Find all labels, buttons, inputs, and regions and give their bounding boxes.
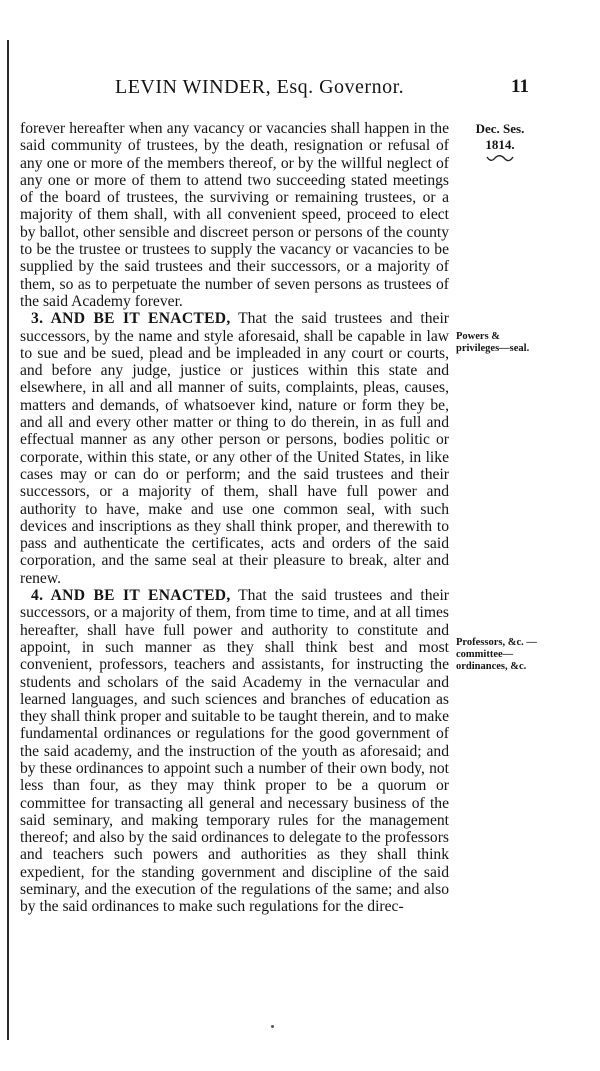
running-head: LEVIN WINDER, Esq. Governor. bbox=[115, 76, 405, 98]
binding-edge-line bbox=[7, 40, 9, 1040]
flourish-ornament-icon bbox=[485, 154, 515, 164]
margin-note-date bbox=[460, 121, 540, 164]
session-label: Dec. Ses. bbox=[475, 121, 525, 136]
section-4 bbox=[20, 587, 449, 916]
paragraph-trustees-vacancies: forever hereafter when any vacancy or vacancies shall happen in the said community of trustees, by the death, resignation or refusal of any one or more of the members thereof, or by the willful neglect of any one or more of them to attend two succeeding stated meetings of the board of trustees, the surviving or remaining trustees, or a majority of them shall, with all convenient speed, proceed to elect by ballot, other sensible and discreet person or persons of the county to be the trustee or trustees to supply the vacancy or vacancies to be supplied by the said trustees and their successors, or a majority of them, so as to perpetuate the number of seven persons as trustees of the said Academy forever. bbox=[20, 120, 449, 310]
section-3 bbox=[20, 310, 449, 587]
section-4-heading: 4. AND BE IT ENACTED, bbox=[31, 587, 231, 605]
section-4-text: That the said trustees and their successors, or a majority of them, from time to time, and at all times hereafter, shall have full power and authority to constitute and appoint, in such manner as they shall think best and most convenient, professors, teachers and assistants, for instructing the students and scholars of the said Academy in the vernacular and learned languages, and such sciences and branches of education as they shall think proper and suitable to be taught therein, and to make fundamental ordinances or regulations for the good government of the said academy, and the instruction of the youth as aforesaid; and by these ordinances to appoint such a number of their own body, not less than four, as they may think proper to be a quorum or committee for transacting all general and necessary business of the said seminary, and making temporary rules for the management thereof; and also by the said ordinances to delegate to the professors and teachers such powers and authorities as they shall think expedient, for the standing government and discipline of the said seminary, and the execution of the regulations of the same; and also by the said ordinances to make such regulations for the direc- bbox=[20, 587, 449, 916]
margin-note-powers: Powers & privileges—seal. bbox=[456, 331, 530, 354]
page-body bbox=[20, 120, 449, 916]
page-speck bbox=[271, 1025, 274, 1028]
page-header bbox=[20, 76, 545, 100]
section-3-heading: 3. AND BE IT ENACTED, bbox=[31, 310, 231, 328]
section-3-text: That the said trustees and their successors, by the name and style aforesaid, shall be capable in law to sue and be sued, plead and be impleaded in any court or courts, and before any judge, justice or justices within this state and elsewhere, in all and all manner of suits, complaints, pleas, causes, matters and demands, of whatsoever kind, nature or form they be, and all and every other matter or thing to do therein, in as full and effectual manner as any other person or persons, bodies politic or corporate, within this state, or any other of the United States, in like cases may or can do or perform; and the said trustees and their successors, or a majority of them, shall have full power and authority to have, make and use one common seal, with such devices and inscriptions as they shall think proper, and therewith to pass and authenticate the certificates, acts and orders of the said corporation, and the same seal at their pleasure to break, alter and renew. bbox=[20, 310, 449, 587]
margin-note-professors: Professors, &c. —committee— ordinances, &c. bbox=[456, 637, 537, 672]
session-year: 1814. bbox=[485, 137, 515, 152]
page-number: 11 bbox=[511, 76, 529, 97]
